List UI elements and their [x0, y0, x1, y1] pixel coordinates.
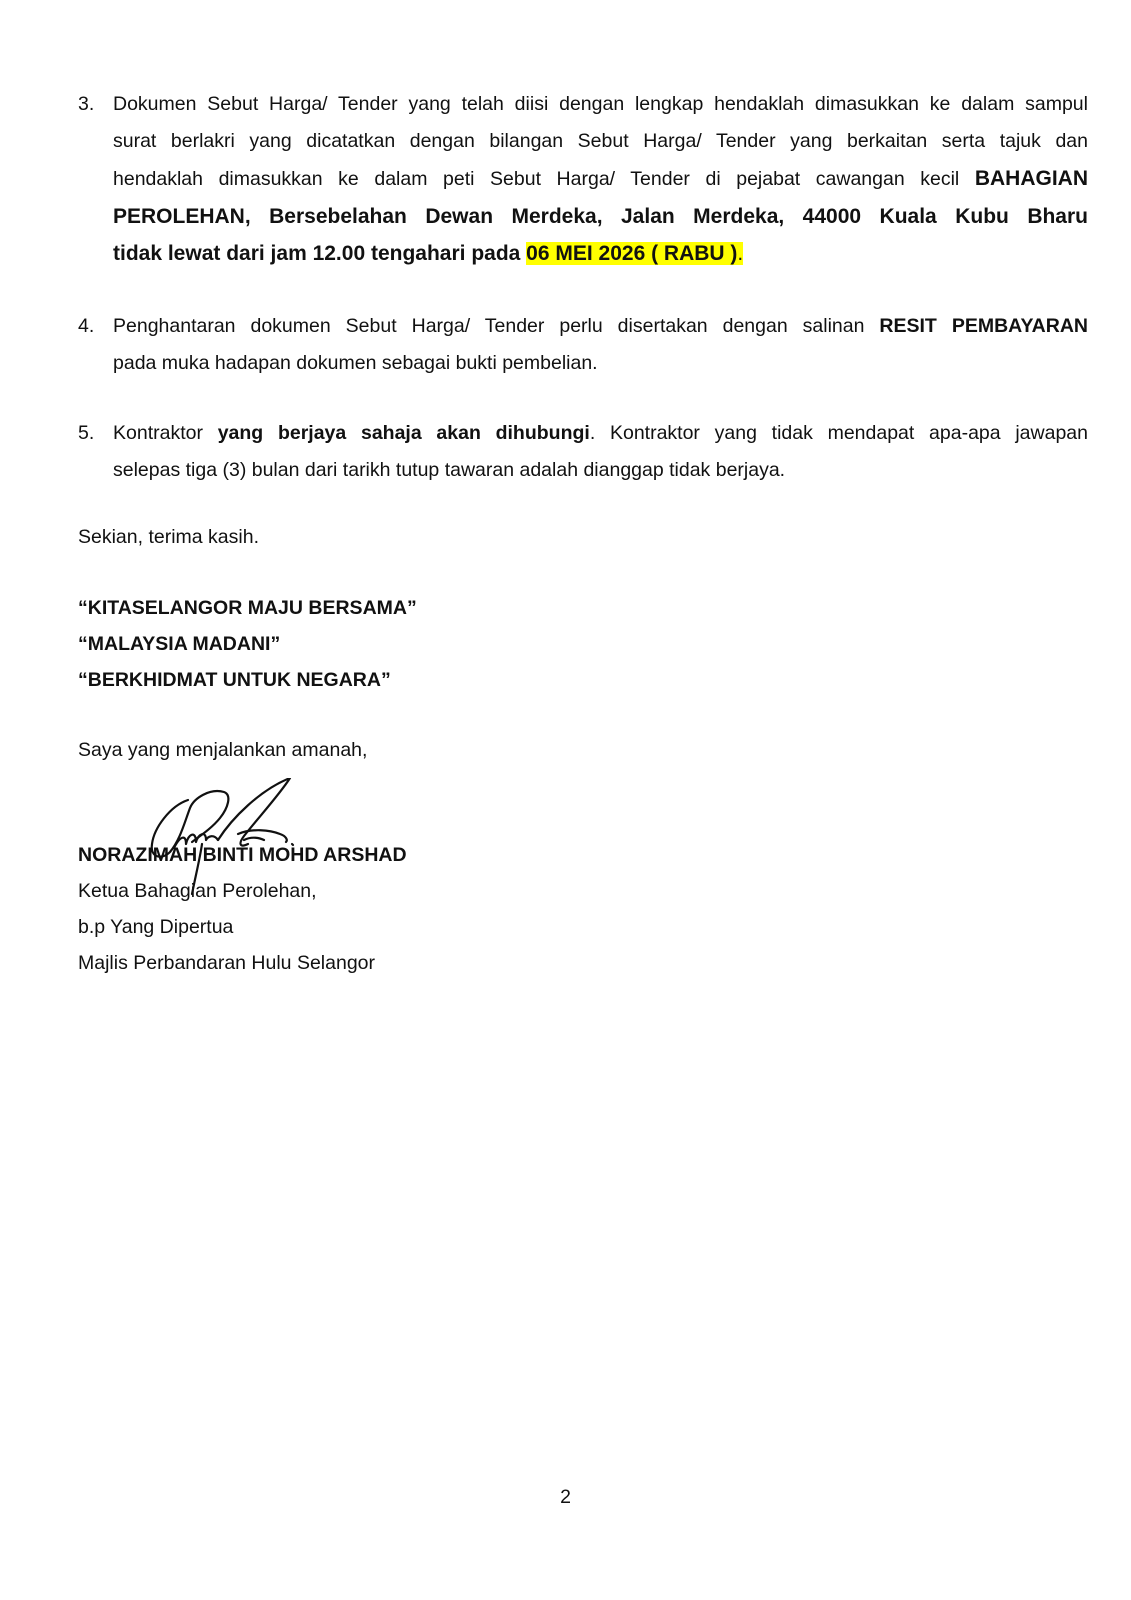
- item-text: Penghantaran dokumen Sebut Harga/ Tender perlu disertakan dengan salinan: [113, 315, 880, 337]
- item-body: [113, 308, 1088, 382]
- slogans: [78, 590, 417, 698]
- item-text-bold: PEROLEHAN, Bersebelahan Dewan Merdeka, Jalan Merdeka, 44000 Kuala Kubu Bharu: [113, 205, 1088, 228]
- item-line: [113, 235, 1088, 272]
- item-text: hendaklah dimasukkan ke dalam peti Sebut Harga/ Tender di pejabat cawangan kecil: [113, 168, 975, 190]
- closing-text: Sekian, terima kasih.: [78, 526, 259, 548]
- item-line: [113, 86, 1088, 123]
- item-number: 5.: [78, 422, 95, 444]
- item-text: .: [737, 242, 744, 265]
- item-text: Dokumen Sebut Harga/ Tender yang telah diisi dengan lengkap hendaklah dimasukkan ke dalam sampul: [113, 93, 1088, 115]
- signatory-name: NORAZIMAH BINTI MOHD ARSHAD: [78, 844, 407, 866]
- item-number: 4.: [78, 315, 95, 337]
- trust-line: Saya yang menjalankan amanah,: [78, 739, 368, 761]
- item-text-bold: RESIT PEMBAYARAN: [879, 315, 1088, 337]
- list-item-4: [78, 308, 1088, 382]
- signatory-on-behalf: b.p Yang Dipertua: [78, 916, 234, 938]
- item-line: [113, 452, 1088, 489]
- item-text: surat berlakri yang dicatatkan dengan bilangan Sebut Harga/ Tender yang berkaitan serta tajuk dan: [113, 130, 1088, 152]
- slogan: “BERKHIDMAT UNTUK NEGARA”: [78, 669, 391, 691]
- item-text-bold: yang berjaya sahaja akan dihubungi: [217, 422, 590, 444]
- item-line: [113, 198, 1088, 235]
- item-text: selepas tiga (3) bulan dari tarikh tutup tawaran adalah dianggap tidak berjaya.: [113, 459, 786, 481]
- slogan: “KITASELANGOR MAJU BERSAMA”: [78, 597, 417, 619]
- item-line: [113, 345, 1088, 382]
- list-item-3: [78, 86, 1088, 272]
- item-text: . Kontraktor yang tidak mendapat apa-apa jawapan: [589, 422, 1088, 444]
- item-text: pada muka hadapan dokumen sebagai bukti pembelian.: [113, 352, 598, 374]
- slogan: “MALAYSIA MADANI”: [78, 633, 281, 655]
- item-line: [113, 415, 1088, 452]
- item-text: Kontraktor: [113, 422, 218, 444]
- item-line: [113, 308, 1088, 345]
- signatory-position: Ketua Bahagian Perolehan,: [78, 880, 317, 902]
- item-line: [113, 160, 1088, 198]
- page-number: 2: [560, 1486, 571, 1508]
- signatory-block: [78, 837, 407, 981]
- item-line: [113, 123, 1088, 160]
- signatory-organization: Majlis Perbandaran Hulu Selangor: [78, 952, 376, 974]
- item-text-bold: tidak lewat dari jam 12.00 tengahari pada: [113, 242, 527, 265]
- list-item-5: [78, 415, 1088, 489]
- item-body: [113, 86, 1088, 272]
- item-number: 3.: [78, 93, 95, 115]
- item-text-bold: BAHAGIAN: [974, 167, 1088, 190]
- item-body: [113, 415, 1088, 489]
- deadline-date-highlight: 06 MEI 2026 ( RABU ): [526, 242, 738, 265]
